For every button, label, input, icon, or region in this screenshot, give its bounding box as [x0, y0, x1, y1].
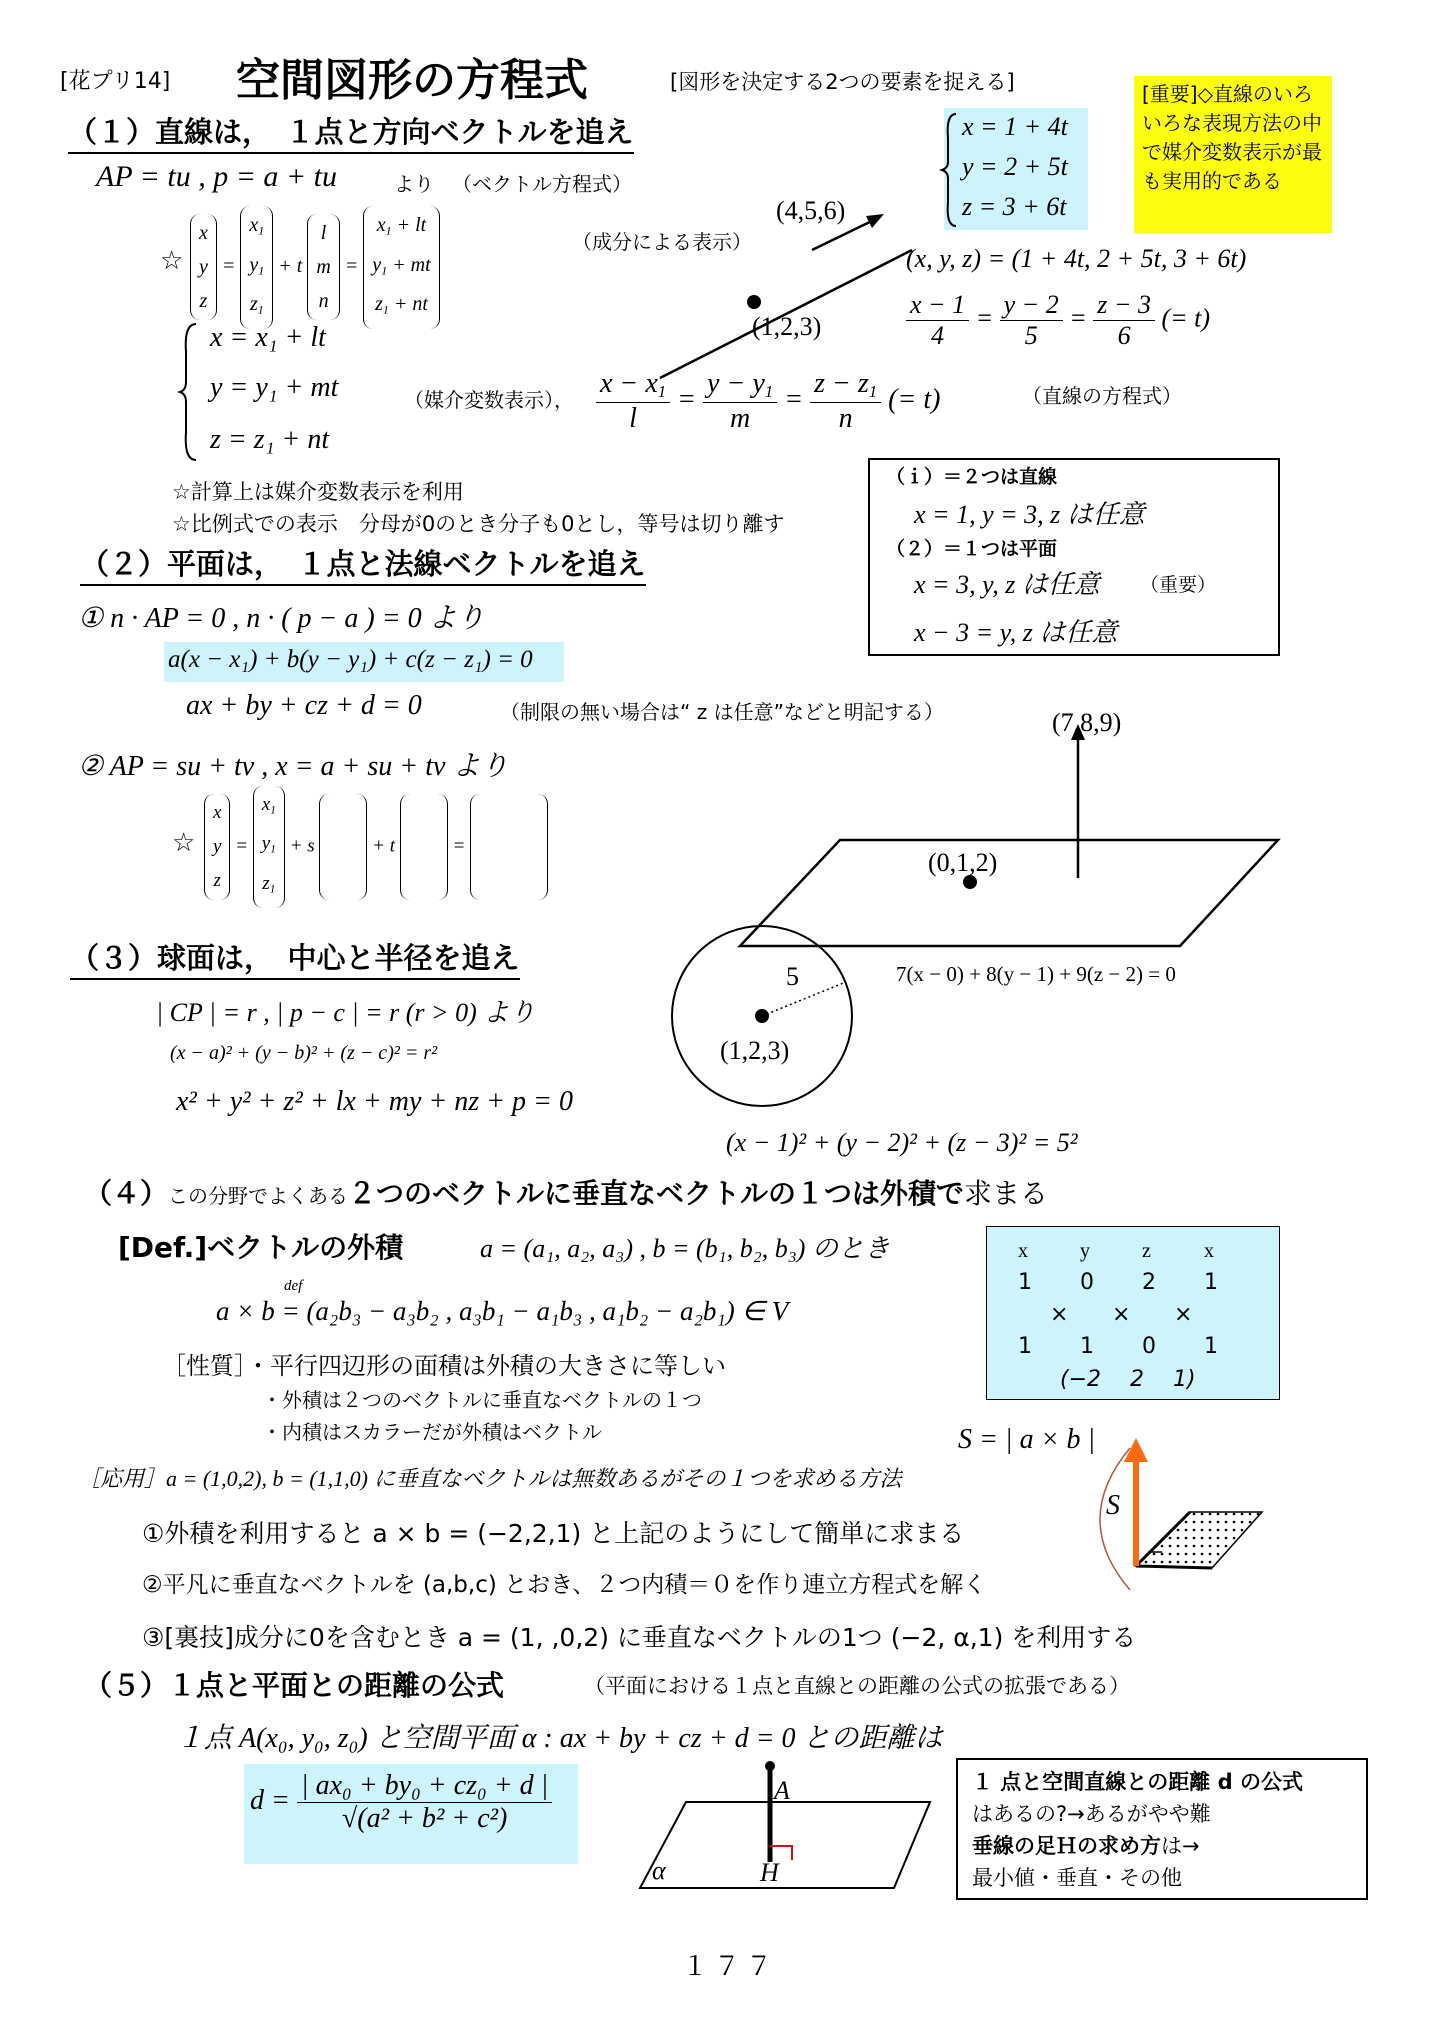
property-1: ［性質］・平行四辺形の面積は外積の大きさに等しい [162, 1352, 726, 1380]
case3-eq: x − 3 = y, z は任意 [914, 618, 1118, 647]
section4-number: （４） [84, 1177, 169, 1210]
note-line-3-bold: 垂線の足Ｈの求め方 [972, 1834, 1161, 1858]
table-cross-3: × [1174, 1302, 1193, 1327]
section4-prefix: この分野でよくある [168, 1184, 349, 1208]
star-mark: ☆ [160, 246, 184, 276]
table-r1c4: 1 [1204, 1270, 1218, 1295]
table-r1c1: 1 [1018, 1270, 1032, 1295]
line-symmetric-eq: $\frac{x - x_1}{l}$ = $\frac{y - y_1}{m}$ = $\frac{z - z_1}{n}$ (= t) [596, 368, 941, 435]
distance-denominator: √(a² + b² + c²) [341, 1803, 508, 1834]
table-r2c2: 1 [1080, 1334, 1094, 1359]
example-z: z = 3 + 6t [962, 192, 1067, 221]
normal-point-label: (7,8,9) [1052, 708, 1122, 737]
foot-H-label: H [760, 1858, 779, 1887]
distance-numerator: | ax₀ + by₀ + cz₀ + d | [297, 1770, 552, 1803]
point-A-label: A [774, 1776, 790, 1805]
table-r2c4: 1 [1204, 1334, 1218, 1359]
method-3: ③[裏技]成分に0を含むとき a = (1, ,0,2) に垂直なベクトルの1つ (−2, α,1) を利用する [142, 1623, 1137, 1652]
area-s-label: S [1106, 1490, 1120, 1521]
plane-point-normal-eq: a(x − x₁) + b(y − y₁) + c(z − z₁) = 0 [168, 646, 533, 673]
def-over: def [284, 1278, 303, 1294]
line-eq-t: (= t) [888, 383, 941, 415]
sphere-standard-eq: (x − a)² + (y − b)² + (z − c)² = r² [170, 1042, 438, 1064]
example-symmetric-eq: $\frac{x - 1}{4}$ = $\frac{y - 2}{5}$ = $\frac{z - 3}{6}$ (= t) [906, 290, 1210, 351]
note-proportion: ☆比例式での表示 分母が0のとき分子も0とし，等号は切り離す [172, 512, 785, 536]
table-head-z: z [1142, 1240, 1151, 1262]
example-y: y = 2 + 5t [962, 152, 1068, 181]
param-y: y = y₁ + mt [210, 372, 339, 403]
table-result: (−2 2 1) [1060, 1367, 1196, 1392]
vector-equation-label: （ベクトル方程式） [452, 172, 632, 196]
yori-text: より [394, 172, 434, 196]
case1-eq: x = 1, y = 3, z は任意 [914, 500, 1145, 529]
plane-component-form: x y $z = x_1$ $y_1$ $z_1 + s$ + t = [204, 786, 548, 908]
area-label: S = | a × b | [958, 1424, 1096, 1455]
note-line-3-tail: は→ [1161, 1834, 1200, 1858]
table-r1c2: 0 [1080, 1270, 1094, 1295]
param-label: （媒介変数表示）， [404, 388, 574, 412]
case2-eq: x = 3, y, z は任意 [914, 570, 1100, 599]
sphere-general-eq: x² + y² + z² + lx + my + nz + p = 0 [176, 1086, 573, 1117]
case2-note: （重要） [1140, 574, 1217, 596]
table-head-y: y [1080, 1240, 1090, 1262]
cross-product-def: a × b = (a₂b₃ − a₃b₂ , a₃b₁ − a₁b₃ , a₁b₂ − a₂b₁) ∈ V [216, 1296, 789, 1326]
section4-suffix: 求まる [964, 1177, 1049, 1210]
param-z: z = z₁ + nt [210, 424, 330, 455]
section4-main: ２つのベクトルに垂直なベクトルの１つは外積で [348, 1177, 965, 1210]
example-tuple: (x, y, z) = (1 + 4t, 2 + 5t, 3 + 6t) [906, 244, 1247, 273]
sphere-vector-eq: | CP | = r , | p − c | = r (r > 0) より [156, 998, 536, 1027]
table-cross-1: × [1050, 1302, 1069, 1327]
method-2: ②平凡に垂直なベクトルを (a,b,c) とおき、２つ内積＝０を作り連立方程式を解く [142, 1572, 987, 1598]
def-vectors: a = (a₁, a₂, a₃) , b = (b₁, b₂, b₃) のとき [480, 1234, 890, 1263]
page-number: １７７ [682, 1952, 779, 1981]
application-line: ［応用］a = (1,0,2), b = (1,1,0) に垂直なベクトルは無数あるがその１つを求める方法 [78, 1466, 902, 1491]
note-line-1: １ 点と空間直線との距離 d の公式 [972, 1770, 1303, 1794]
case1-title: （ｉ）＝２つは直線 [886, 466, 1058, 488]
plane-general-eq: ax + by + cz + d = 0 [186, 690, 422, 721]
direction-point-label: (4,5,6) [776, 196, 846, 225]
case2-title: （２）＝１つは平面 [886, 538, 1058, 560]
page-title: 空間図形の方程式 [236, 55, 588, 106]
example-x: x = 1 + 4t [962, 112, 1068, 141]
note-line-4: 最小値・垂直・その他 [972, 1866, 1182, 1890]
section2-heading: （２）平面は， １点と法線ベクトルを追え [80, 542, 646, 586]
component-form-label: （成分による表示） [572, 230, 752, 254]
plane-star: ☆ [172, 828, 196, 858]
sphere-example-eq: (x − 1)² + (y − 2)² + (z − 3)² = 5² [726, 1128, 1078, 1157]
yellow-note: [重要]◇直線のいろいろな表現方法の中で媒介変数表示が最も実用的である [1134, 76, 1332, 233]
method-1: ①外積を利用すると a × b = (−2,2,1) と上記のようにして簡単に求まる [142, 1519, 965, 1548]
note-line-3 [972, 1830, 1200, 1860]
property-3: ・内積はスカラーだが外積はベクトル [262, 1420, 602, 1444]
table-r2c3: 0 [1142, 1334, 1156, 1359]
section5-heading: （５）１点と平面との距離の公式 [84, 1669, 505, 1702]
table-r2c1: 1 [1018, 1334, 1032, 1359]
line-equation-label: （直線の方程式） [1022, 384, 1182, 408]
distance-intro: １点 A(x₀, y₀, z₀) と空間平面 α : ax + by + cz + d = 0 との距離は [176, 1723, 943, 1754]
line-vector-equation: AP = tu , p = a + tu [96, 160, 338, 193]
section1-heading: （１）直線は， １点と方向ベクトルを追え [68, 110, 634, 154]
plane-normal-eq: ① n · AP = 0 , n · ( p − a ) = 0 より [78, 603, 485, 634]
plane-vector-eq: ② AP = su + tv , x = a + su + tv より [78, 751, 509, 782]
section5-note: （平面における１点と直線との距離の公式の拡張である） [584, 1674, 1130, 1698]
page-tag: [花プリ14] [60, 69, 171, 94]
distance-lhs: d = [250, 1784, 290, 1816]
sphere-radius-label: 5 [786, 962, 799, 991]
example-eq-t: (= t) [1161, 303, 1211, 333]
plane-example-eq: 7(x − 0) + 8(y − 1) + 9(z − 2) = 0 [896, 962, 1176, 986]
def-label: [Def.]ベクトルの外積 [118, 1231, 404, 1264]
table-head-x: x [1018, 1240, 1028, 1262]
pass-point-label: (1,2,3) [752, 312, 822, 341]
page-subtitle: [図形を決定する2つの要素を捉える] [670, 70, 1015, 94]
sphere-center-label: (1,2,3) [720, 1036, 790, 1065]
property-2: ・外積は２つのベクトルに垂直なベクトルの１つ [262, 1388, 702, 1412]
param-x: x = x₁ + lt [210, 322, 326, 353]
component-form: x y $z = x_1$ $y_1$ $z_1 + t$ l m $n = x_1$ + lt $y_1$ + mt $z_1$ + nt [190, 206, 440, 329]
note-param: ☆計算上は媒介変数表示を利用 [172, 480, 464, 504]
table-cross-2: × [1112, 1302, 1131, 1327]
table-r1c3: 2 [1142, 1270, 1156, 1295]
table-head-x2: x [1204, 1240, 1214, 1262]
plane-point-label: (0,1,2) [928, 848, 998, 877]
note-line-2: はあるの?→あるがやや難 [972, 1802, 1211, 1826]
section3-heading: （３）球面は， 中心と半径を追え [70, 936, 520, 980]
plane-alpha-label: α [652, 1856, 666, 1885]
plane-general-note: （制限の無い場合は“ z は任意”などと明記する） [500, 700, 944, 724]
